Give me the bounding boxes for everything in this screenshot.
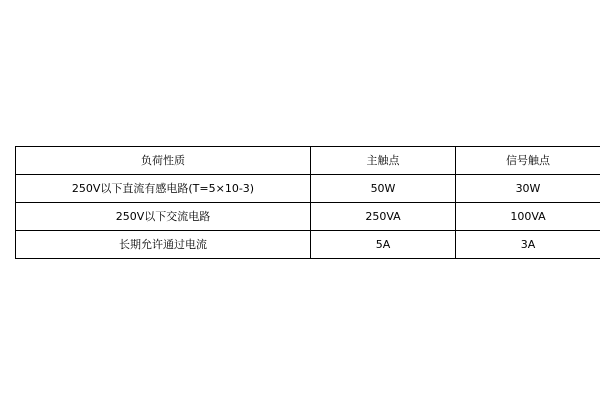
table-cell-load-nature: 250V以下直流有感电路(T=5×10-3) — [16, 175, 311, 203]
table-header-cell-main-contact: 主触点 — [311, 147, 456, 175]
table-cell-main-contact: 50W — [311, 175, 456, 203]
table-cell-main-contact: 250VA — [311, 203, 456, 231]
table-header-row — [16, 147, 600, 175]
spec-table-container — [15, 146, 585, 259]
table-header-cell-load-nature: 负荷性质 — [16, 147, 311, 175]
table-cell-load-nature: 长期允许通过电流 — [16, 231, 311, 259]
table-row — [16, 175, 600, 203]
table-header-cell-signal-contact: 信号触点 — [456, 147, 600, 175]
table-cell-load-nature: 250V以下交流电路 — [16, 203, 311, 231]
table-cell-signal-contact: 100VA — [456, 203, 600, 231]
table-cell-main-contact: 5A — [311, 231, 456, 259]
table-cell-signal-contact: 30W — [456, 175, 600, 203]
contact-rating-table — [15, 146, 600, 259]
table-row — [16, 203, 600, 231]
table-cell-signal-contact: 3A — [456, 231, 600, 259]
table-row — [16, 231, 600, 259]
